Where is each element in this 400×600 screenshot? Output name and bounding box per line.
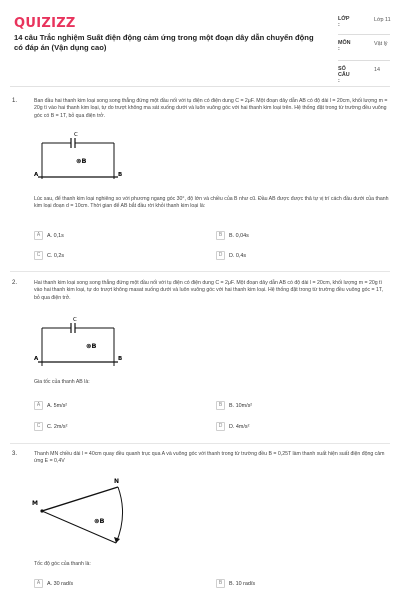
option-b[interactable] [216, 401, 252, 410]
point-n-label: N [114, 478, 120, 485]
question-text: Thanh MN chiều dài l = 40cm quay đều quanh trục qua A và vuông góc với thanh trong từ trường đều B = 0,25T làm thanh xuất hiện suất điện động cảm ứng E = 0,4V [34, 451, 385, 465]
capacitor-label: C [73, 317, 77, 323]
point-m-label: M [32, 500, 38, 507]
option-text: A. 5m/s² [47, 402, 68, 409]
point-b-label: B [118, 356, 123, 362]
mon-label: MÔN : [338, 40, 351, 52]
question-number: 3. [12, 451, 18, 457]
capacitor-label: C [74, 132, 78, 138]
option-letter-box: D [216, 422, 225, 431]
option-text: C. 2m/s² [47, 423, 68, 430]
option-letter-box: C [34, 251, 43, 260]
question-followup-text: Lúc sau, để thanh kim loại nghiêng so với phương ngang góc 30°, độ lớn và chiều của B như cũ. Đầu AB được được thả tự vị trí cách đầu dưới của thanh kim loại đoạn d = 10cm. Thời gian để AB bắt đầu rời khỏi thanh kim loại là: [34, 196, 389, 210]
option-letter-box: B [216, 401, 225, 410]
question-followup-text: Tốc độ góc của thanh là: [34, 561, 91, 567]
point-a-label: A [34, 356, 39, 362]
magnetic-field-label: ⊗B [94, 517, 105, 525]
question-followup-text: Gia tốc của thanh AB là: [34, 379, 90, 385]
option-letter-box: C [34, 422, 43, 431]
option-text: B. 0,04s [229, 232, 249, 239]
meta-divider [338, 60, 390, 61]
question-number: 1. [12, 98, 18, 104]
option-a[interactable] [34, 231, 64, 240]
option-text: B. 10m/s² [229, 402, 253, 409]
magnetic-field-label: ⊗B [76, 157, 87, 165]
question-text: Ban đầu hai thanh kim loại song song thẳng đứng một đầu nối với tụ điện có điện dung C = 2μF. Một đoạn dây dẫn AB có độ dài l = 20cm, khối lượng m = 20g tì vào hai thanh kim loại, tự do trượt không ma sát xuống dưới và luôn vuông góc với hai thanh kim loại trên. Hệ thống đặt trong từ trường đều vuông góc có B = 1T, bỏ qua điện trở. [34, 98, 388, 119]
option-d[interactable] [216, 422, 249, 431]
option-c[interactable] [34, 422, 67, 431]
point-a-label: A [34, 172, 39, 178]
option-text: A. 30 rad/s [47, 580, 74, 587]
lop-value: Lớp 11 [374, 17, 391, 23]
circuit-figure [34, 314, 124, 372]
option-b[interactable] [216, 231, 249, 240]
header-divider [10, 86, 390, 87]
mon-value: Vật lý [374, 41, 388, 47]
magnetic-field-label: ⊗B [86, 342, 97, 350]
socau-label: SỐ CÂU : [338, 66, 350, 84]
option-letter-box: A [34, 401, 43, 410]
option-letter-box: A [34, 579, 43, 588]
rotating-rod-figure [30, 477, 130, 549]
lop-label: LỚP : [338, 16, 350, 28]
option-b[interactable] [216, 579, 255, 588]
question-divider [10, 443, 390, 444]
meta-divider [338, 34, 390, 35]
question-number: 2. [12, 280, 18, 286]
option-letter-box: D [216, 251, 225, 260]
option-text: C. 0,2s [47, 252, 65, 259]
socau-value: 14 [374, 67, 380, 73]
option-c[interactable] [34, 251, 64, 260]
document-header [0, 0, 400, 82]
option-text: A. 0,1s [47, 232, 64, 239]
question-text: Hai thanh kim loại song song thẳng đứng một đầu nối với tụ điện có điện dung C = 2μF. Một đoạn dây dẫn AB có độ dài l = 20cm, khối lượng m = 20g tì vào hai thanh kim loại, tự do trượt không masat xuống dưới và luôn vuông góc với hai thanh kim loại. Hệ thống đặt trong từ trường đều vuông góc = 1T, bỏ qua điện trở. [34, 280, 383, 301]
option-letter-box: A [34, 231, 43, 240]
circuit-figure [34, 131, 124, 185]
quizizz-logo[interactable]: QUIZIZZ [14, 16, 76, 31]
option-text: D. 4m/s² [229, 423, 250, 430]
question-divider [10, 271, 390, 272]
option-d[interactable] [216, 251, 246, 260]
option-text: B. 10 rad/s [229, 580, 256, 587]
option-letter-box: B [216, 231, 225, 240]
option-letter-box: B [216, 579, 225, 588]
option-a[interactable] [34, 579, 73, 588]
point-b-label: B [118, 172, 123, 178]
document-title: 14 câu Trắc nghiệm Suất điện động cảm ứng trong một đoạn dây dẫn chuyển động có đáp án (Vận dụng cao) [14, 33, 314, 52]
option-a[interactable] [34, 401, 67, 410]
option-text: D. 0,4s [229, 252, 247, 259]
